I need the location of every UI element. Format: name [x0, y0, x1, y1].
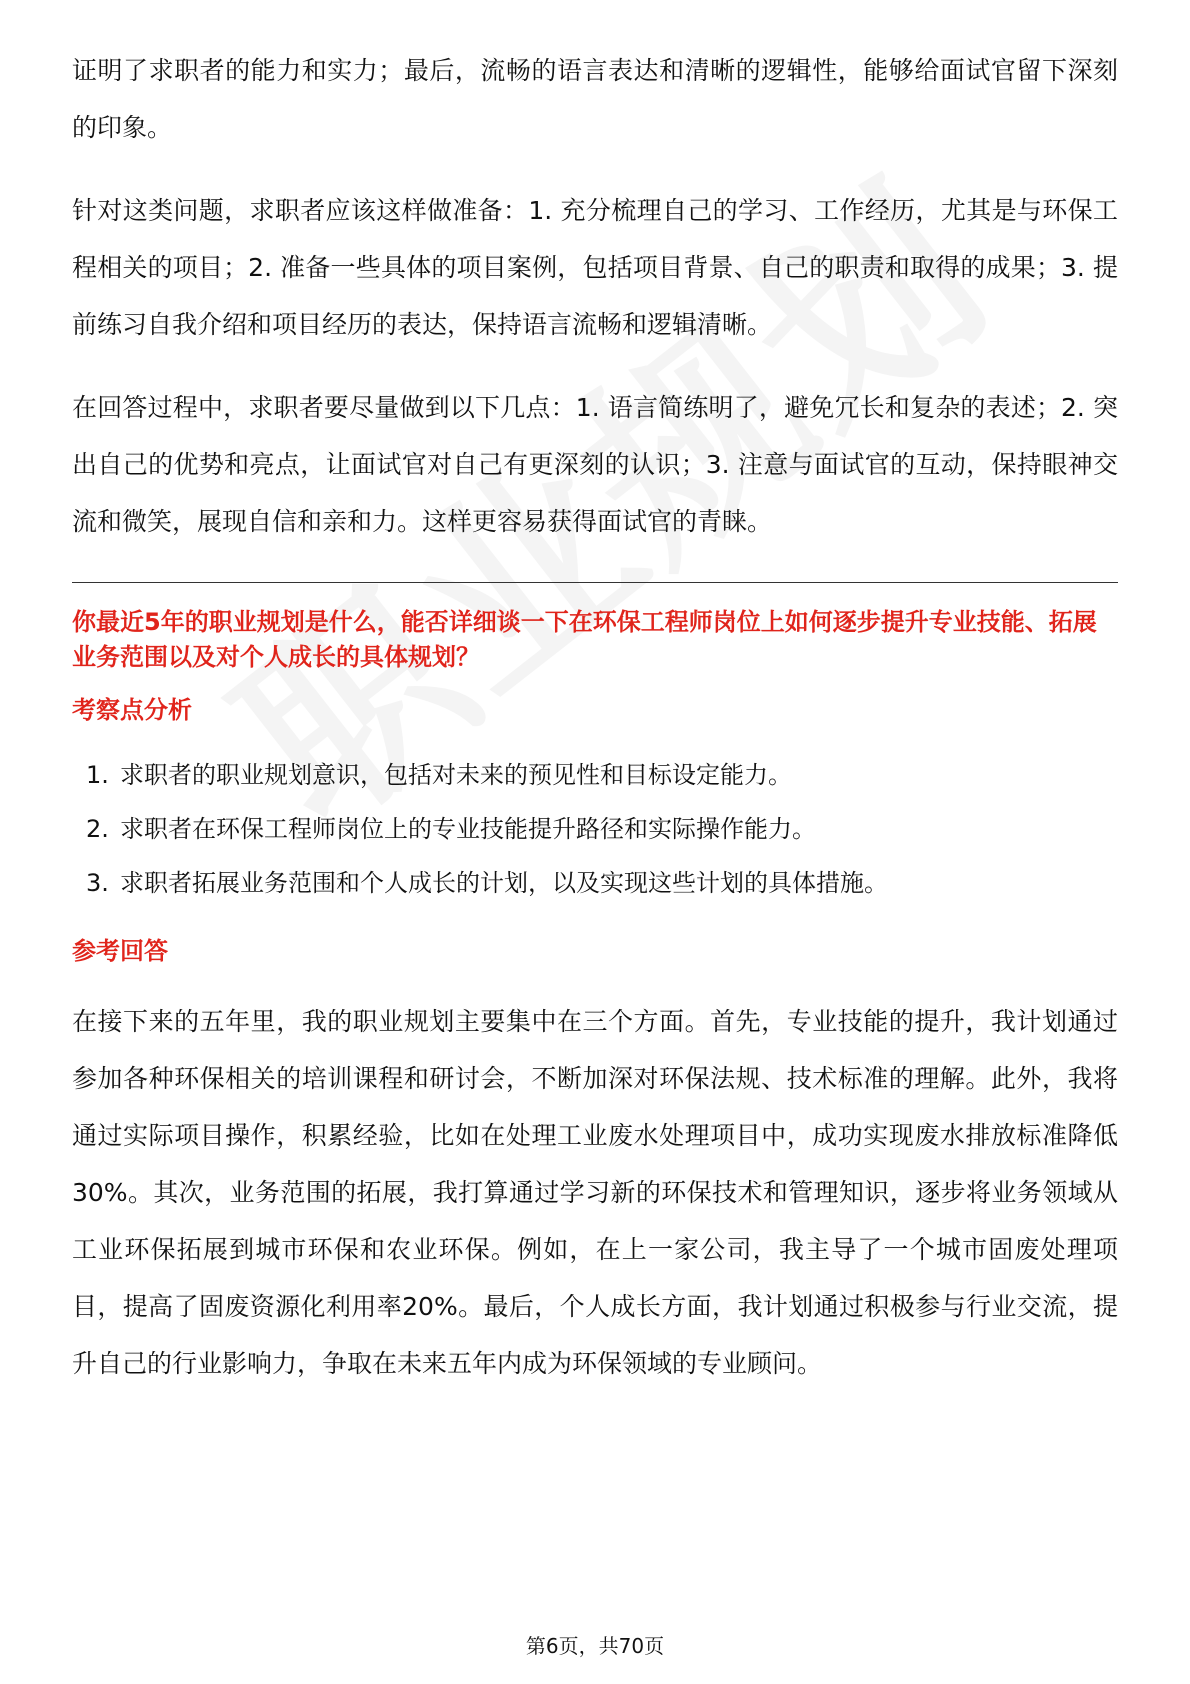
reference-answer-title: 参考回答: [72, 937, 168, 965]
analysis-item: [72, 802, 1118, 856]
analysis-item-text: 求职者拓展业务范围和个人成长的计划，以及实现这些计划的具体措施。: [120, 869, 888, 897]
page-content: [72, 42, 1118, 1392]
reference-answer-text: 在接下来的五年里，我的职业规划主要集中在三个方面。首先，专业技能的提升，我计划通过参加各种环保相关的培训课程和研讨会，不断加深对环保法规、技术标准的理解。此外，我将通过实际项目操作，积累经验，比如在处理工业废水处理项目中，成功实现废水排放标准降低30%。其次，业务范围的拓展，我打算通过学习新的环保技术和管理知识，逐步将业务领域从工业环保拓展到城市环保和农业环保。例如，在上一家公司，我主导了一个城市固废处理项目，提高了固废资源化利用率20%。最后，个人成长方面，我计划通过积极参与行业交流，提升自己的行业影响力，争取在未来五年内成为环保领域的专业顾问。: [72, 1007, 1118, 1378]
paragraph-preparation: 针对这类问题，求职者应该这样做准备：1. 充分梳理自己的学习、工作经历，尤其是与环保工程相关的项目；2. 准备一些具体的项目案例，包括项目背景、自己的职责和取得的成果；3. 提前练习自我介绍和项目经历的表达，保持语言流畅和逻辑清晰。: [72, 196, 1118, 339]
analysis-list: [72, 748, 1118, 910]
question-heading: 你最近5年的职业规划是什么，能否详细谈一下在环保工程师岗位上如何逐步提升专业技能、拓展业务范围以及对个人成长的具体规划？: [72, 608, 1097, 671]
analysis-item-number: 2.: [86, 815, 109, 843]
analysis-item-text: 求职者在环保工程师岗位上的专业技能提升路径和实际操作能力。: [120, 815, 816, 843]
analysis-item: [72, 748, 1118, 802]
analysis-item-text: 求职者的职业规划意识，包括对未来的预见性和目标设定能力。: [120, 761, 792, 789]
section-divider: [72, 582, 1118, 583]
page-number: 第6页，共70页: [525, 1634, 665, 1658]
paragraph-ability: 证明了求职者的能力和实力；最后，流畅的语言表达和清晰的逻辑性，能够给面试官留下深刻的印象。: [72, 56, 1118, 142]
paragraph-answer-tips: 在回答过程中，求职者要尽量做到以下几点：1. 语言简练明了，避免冗长和复杂的表述；2. 突出自己的优势和亮点，让面试官对自己有更深刻的认识；3. 注意与面试官的互动，保持眼神交流和微笑，展现自信和亲和力。这样更容易获得面试官的青睐。: [72, 393, 1118, 536]
analysis-item-number: 3.: [86, 869, 109, 897]
analysis-title: 考察点分析: [72, 696, 192, 724]
analysis-item: [72, 856, 1118, 910]
analysis-item-number: 1.: [86, 761, 109, 789]
